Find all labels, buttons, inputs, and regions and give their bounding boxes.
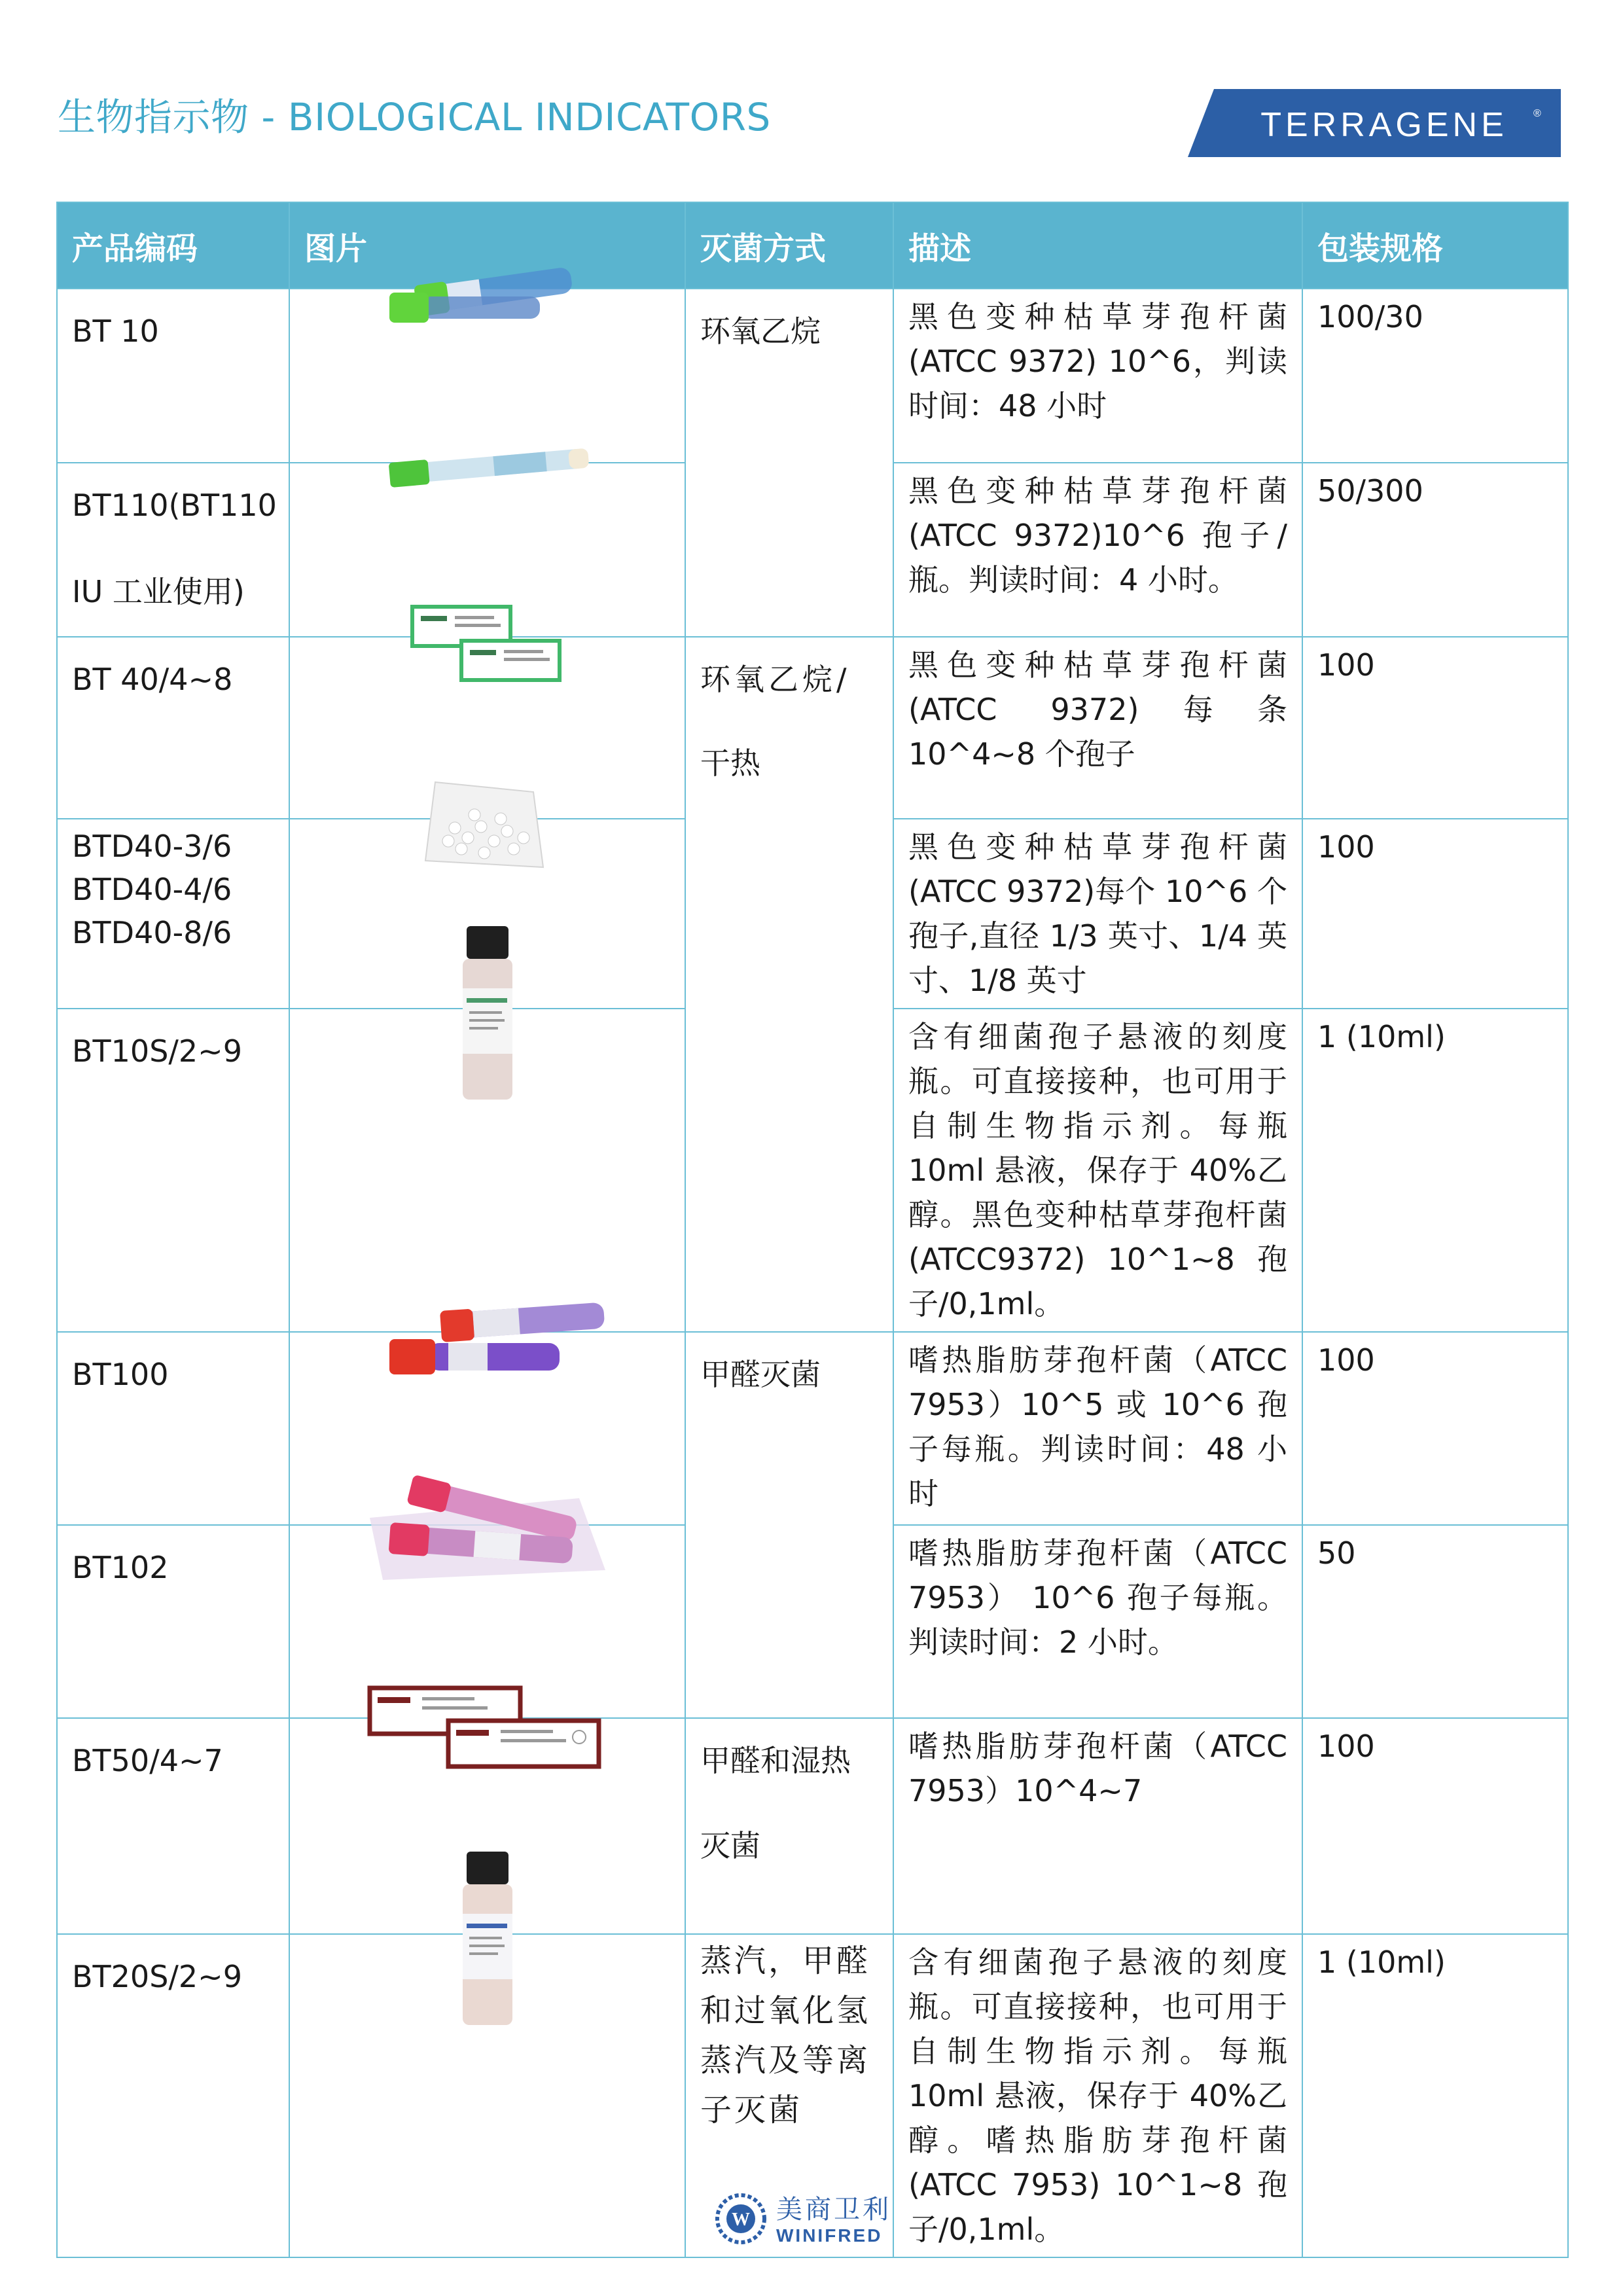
product-description: 含有细菌孢子悬液的刻度瓶。可直接接种，也可用于自制生物指示剂。每瓶 10ml 悬液，保存于 40%乙醇。黑色变种枯草芽孢杆菌 (ATCC9372) 10^1~8 孢子/0,1ml。: [893, 1009, 1302, 1332]
package-size: 100: [1302, 819, 1568, 1009]
column-header-method: 灭菌方式: [685, 202, 893, 289]
green-cap-vial-icon: [376, 436, 599, 501]
svg-text:TERRAGENE: TERRAGENE: [1260, 106, 1508, 144]
green-cap-vials-icon: [376, 252, 599, 337]
product-code: BT100: [57, 1332, 289, 1525]
column-header-package: 包装规格: [1302, 202, 1568, 289]
product-image: [289, 1934, 685, 2257]
product-description: 黑色变种枯草芽孢杆菌(ATCC 9372)每条 10^4~8 个孢子: [893, 637, 1302, 819]
product-code: BT 10: [57, 289, 289, 463]
page-title: 生物指示物 - BIOLOGICAL INDICATORS: [58, 95, 771, 139]
table-row: [57, 1332, 1568, 1525]
column-header-description: 描述: [893, 202, 1302, 289]
table-row: [57, 637, 1568, 819]
product-code: BT50/4~7: [57, 1718, 289, 1934]
product-description: 嗜热脂肪芽孢杆菌（ATCC 7953） 10^6 孢子每瓶。判读时间：2 小时。: [893, 1525, 1302, 1718]
column-header-image: 图片: [289, 202, 685, 289]
package-size: 100: [1302, 1718, 1568, 1934]
sterilization-method: 甲醛和湿热 灭菌: [685, 1718, 893, 1934]
package-size: 100: [1302, 637, 1568, 819]
package-size: 100/30: [1302, 289, 1568, 463]
svg-text:W: W: [732, 2210, 750, 2230]
winifred-logo: [713, 2189, 916, 2248]
product-description: 嗜热脂肪芽孢杆菌（ATCC 7953）10^5 或 10^6 孢子每瓶。判读时间：48 小时: [893, 1332, 1302, 1525]
green-strip-envelopes-icon: [409, 600, 566, 685]
product-description: 黑色变种枯草芽孢杆菌(ATCC 9372) 10^6，判读时间：48 小时: [893, 289, 1302, 463]
table-header-row: [57, 202, 1568, 289]
product-description: 黑色变种枯草芽孢杆菌(ATCC 9372)每个 10^6 个孢子,直径 1/3 英寸、1/4 英寸、1/8 英寸: [893, 819, 1302, 1009]
table-row: [57, 289, 1568, 463]
disc-bag-icon: [422, 776, 553, 874]
product-table: [56, 202, 1569, 2258]
product-image: [289, 1009, 685, 1332]
sterilization-method: 环氧乙烷: [685, 289, 893, 637]
sterilization-method: 甲醛灭菌: [685, 1332, 893, 1718]
package-size: 1 (10ml): [1302, 1934, 1568, 2257]
svg-text:®: ®: [1533, 108, 1541, 119]
red-cap-vials-icon: [363, 1292, 612, 1384]
svg-text:美商卫利: 美商卫利: [776, 2195, 891, 2225]
product-code: BTD40-3/6 BTD40-4/6 BTD40-8/6: [57, 819, 289, 1009]
product-code: BT110(BT110 IU 工业使用): [57, 463, 289, 637]
table-row: [57, 1718, 1568, 1934]
product-code: BT20S/2~9: [57, 1934, 289, 2257]
product-code: BT 40/4~8: [57, 637, 289, 819]
product-description: 嗜热脂肪芽孢杆菌（ATCC 7953）10^4~7: [893, 1718, 1302, 1934]
brown-strip-envelopes-icon: [363, 1675, 612, 1773]
sterilization-method: 蒸汽，甲醛和过氧化氢蒸汽及等离子灭菌: [685, 1934, 893, 2257]
terragene-logo: [1188, 89, 1561, 157]
svg-text:WINIFRED: WINIFRED: [776, 2225, 883, 2246]
product-code: BT102: [57, 1525, 289, 1718]
product-code: BT10S/2~9: [57, 1009, 289, 1332]
package-size: 50: [1302, 1525, 1568, 1718]
suspension-bottle-icon: [455, 926, 520, 1103]
package-size: 50/300: [1302, 463, 1568, 637]
column-header-code: 产品编码: [57, 202, 289, 289]
package-size: 100: [1302, 1332, 1568, 1525]
product-description: 含有细菌孢子悬液的刻度瓶。可直接接种，也可用于自制生物指示剂。每瓶 10ml 悬液，保存于 40%乙醇。嗜热脂肪芽孢杆菌(ATCC 7953) 10^1~8 孢子/0,1ml。: [893, 1934, 1302, 2257]
package-size: 1 (10ml): [1302, 1009, 1568, 1332]
suspension-bottle-icon: [455, 1852, 520, 2028]
product-description: 黑色变种枯草芽孢杆菌(ATCC 9372)10^6 孢子/瓶。判读时间：4 小时。: [893, 463, 1302, 637]
sterilization-method: 环氧乙烷/ 干热: [685, 637, 893, 1332]
red-cap-pouch-icon: [363, 1472, 612, 1590]
